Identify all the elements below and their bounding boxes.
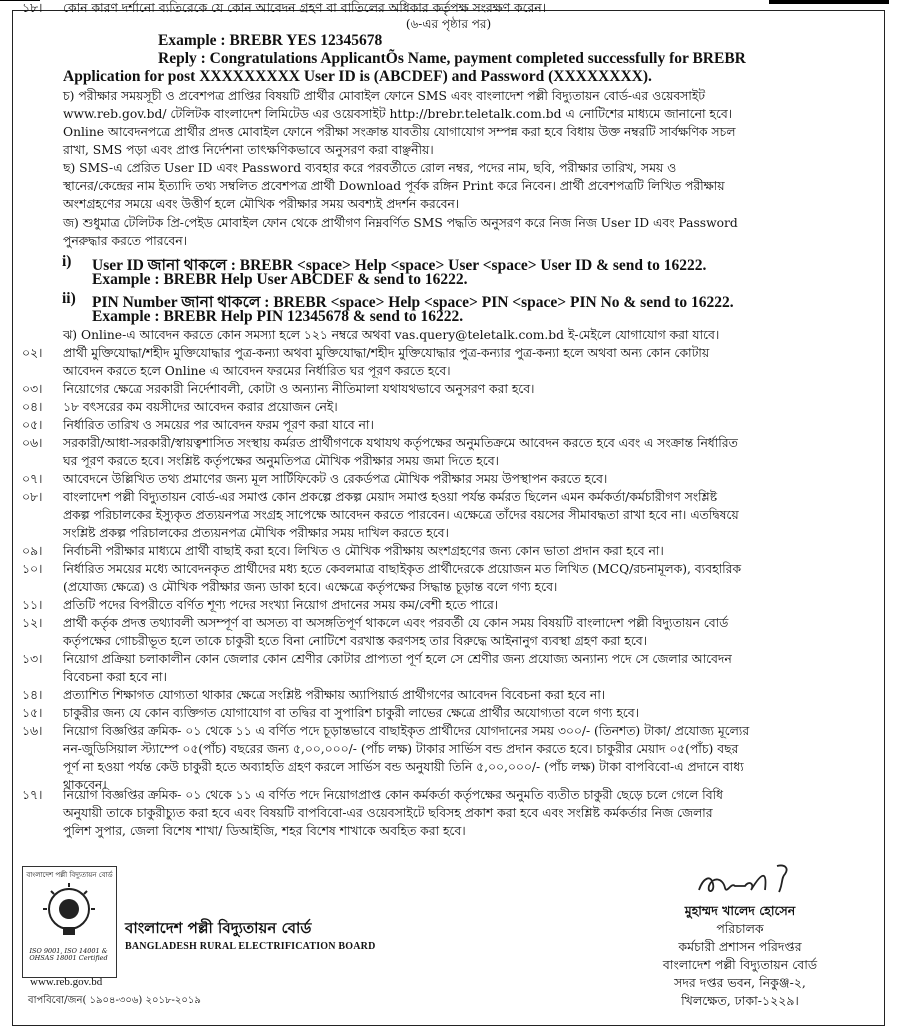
item-text-line: কোন কারণ দর্শানো ব্যতিরেকে যে কোন আবেদন গ্রহণ বা বাতিলের অধিকার কর্তৃপক্ষ সংরক্ষণ করেন। bbox=[63, 1, 547, 15]
signatory-department: কর্মচারী প্রশাসন পরিদপ্তর bbox=[678, 939, 802, 954]
cha-line-3: Online আবেদনপত্রে প্রার্থীর প্রদত্ত মোবাইল ফোনে পরীক্ষা সংক্রান্ত যাবতীয় যোগাযোগ সম্পন্ন করা হবে বিধায় উক্ত নম্বরটি সার্বক্ষণিক সচল bbox=[63, 125, 736, 139]
item-text-line: বাংলাদেশ পল্লী বিদ্যুতায়ন বোর্ড-এর সমাপ্ত কোন প্রকল্পে প্রকল্প মেয়াদ সমাপ্ত হওয়া পর্যন্ত কর্মরত ছিলেন এমন কর্মকর্তা/কর্মচারীগণ সংশ্লিষ্ট bbox=[63, 490, 717, 504]
item-text-line: ঘর পূরণ করতে হবে। সংশ্লিষ্ট কর্তৃপক্ষের অনুমতিপত্র মৌখিক পরীক্ষার সময় জমা দিতে হবে। bbox=[63, 454, 499, 468]
item-number: ০৬। bbox=[22, 436, 43, 450]
bulb-icon bbox=[31, 881, 107, 941]
item-text-line: সরকারী/আধা-সরকারী/স্বায়ত্বশাসিত সংস্থায় কর্মরত প্রার্থীগণকে যথাযথ কর্তৃপক্ষের অনুমতিক্রমে আবেদন করতে হবে এবং এ সংক্রান্ত নির্ধারিত bbox=[63, 436, 738, 450]
item-text-line: নির্ধারিত সময়ের মধ্যে আবেদনকৃত প্রার্থীদের মধ্য হতে কেবলমাত্র বাছাইকৃত প্রার্থীদেরকে প্রয়োজন মত লিখিত (MCQ/রচনামূলক), ব্যবহারিক bbox=[63, 562, 741, 576]
item-number: ০৩। bbox=[22, 382, 43, 396]
item-number: ১১। bbox=[22, 598, 43, 612]
cha-line-2: www.reb.gov.bd/ টেলিটক বাংলাদেশ লিমিটেড এর ওয়েবসাইট http://brebr.teletalk.com.bd এ নোটিশের মাধ্যমে জানানো হবে। bbox=[63, 107, 733, 121]
item-text-line: প্রতিটি পদের বিপরীতে বর্ণিত শূণ্য পদের সংখ্যা নিয়োগ প্রদানের সময় কম/বেশী হতে পারে। bbox=[63, 598, 499, 612]
help-user-id-line: User ID জানা থাকলে : BREBR <space> Help <space> User <space> User ID & send to 16222. bbox=[92, 257, 707, 274]
item-number: ১৪। bbox=[22, 688, 43, 702]
item-text-line: প্রত্যাশিত শিক্ষাগত যোগ্যতা থাকার ক্ষেত্রে সংশ্লিষ্ট পরীক্ষায় অ্যাপিয়ার্ড প্রার্থীগণের আবেদন বিবেচনা করা হবে না। bbox=[63, 688, 606, 702]
chha-line-2: স্থানের/কেন্দ্রের নাম ইত্যাদি তথ্য সম্বলিত প্রবেশপত্র প্রার্থী Download পূর্বক রঙ্গিন Print করে নিবেন। প্রার্থী প্রবেশপত্রটি লিখিত পরীক্ষায় bbox=[63, 179, 725, 193]
help-pin-line: PIN Number জানা থাকলে : BREBR <space> Help <space> PIN <space> PIN No & send to 16222. bbox=[92, 294, 734, 311]
item-text-line: থাকবেন। bbox=[63, 778, 107, 792]
reference-number: বাপবিবো/জন( ১৯০৪-৩০৬) ২০১৮-২০১৯ bbox=[28, 995, 201, 1006]
item-text-line: সংশ্লিষ্ট প্রকল্প পরিচালকের প্রত্যয়নপত্র মৌখিক পরীক্ষার সময় দাখিল করতে হবে। bbox=[63, 526, 449, 540]
reply-line-1: Reply : Congratulations ApplicantÕs Name, payment completed successfully for BREBR bbox=[158, 50, 746, 67]
item-text-line: নিয়োগ প্রক্রিয়া চলাকালীন কোন জেলার কোন শ্রেণীর কোটার প্রাপ্যতা পূর্ণ হলে সে শ্রেণীর জন্য প্রযোজ্য অন্যান্য পদে সে জেলার আবেদন bbox=[63, 652, 732, 666]
page-continuation: (৬-এর পৃষ্ঠার পর) bbox=[405, 17, 492, 31]
item-text-line: নির্বাচনী পরীক্ষার মাধ্যমে প্রার্থী বাছাই করা হবে। লিখিত ও মৌখিক পরীক্ষায় অংশগ্রহণের জন্য কোন ভাতা প্রদান করা হবে না। bbox=[63, 544, 664, 558]
signatory-name: মুহাম্মদ খালেদ হোসেন bbox=[684, 903, 796, 918]
item-text-line: প্রার্থী মুক্তিযোদ্ধা/শহীদ মুক্তিযোদ্ধার পুত্র-কন্যা অথবা মুক্তিযোদ্ধা/শহীদ মুক্তিযোদ্ধার পুত্র-কন্যার পুত্র-কন্যা হলে অথবা অন্য কোন কোটায় bbox=[63, 346, 710, 360]
org-name-english: BANGLADESH RURAL ELECTRIFICATION BOARD bbox=[125, 941, 376, 952]
item-number: ১৮। bbox=[22, 1, 43, 15]
signatory-organization: বাংলাদেশ পল্লী বিদ্যুতায়ন বোর্ড bbox=[662, 957, 818, 972]
item-number: ০৭। bbox=[22, 472, 43, 486]
item-number: ০৮। bbox=[22, 490, 43, 504]
item-number: ১২। bbox=[22, 616, 43, 630]
item-text-line: অনুযায়ী তাকে চাকুরীচ্যুত করা হবে এবং বিষয়টি বাপবিবো-এর ওয়েবসাইটে ছবিসহ প্রকাশ করা হবে এবং সংশ্লিষ্ট কর্মকর্তার নিজ জেলার bbox=[63, 806, 713, 820]
item-number: ১৫। bbox=[22, 706, 43, 720]
item-number: ১০। bbox=[22, 562, 43, 576]
reply-line-2: Application for post XXXXXXXXX User ID is (ABCDEF) and Password (XXXXXXXX). bbox=[63, 68, 652, 85]
help-pin-example: Example : BREBR Help PIN 12345678 & send to 16222. bbox=[92, 308, 464, 325]
item-text-line: নিয়োগ বিজ্ঞপ্তির ক্রমিক- ০১ থেকে ১১ এ বর্ণিত পদে চূড়ান্তভাবে বাছাইকৃত প্রার্থীদের যোগদানের সময় ৩০০/- (তিনশত) টাকা/ প্রযোজ্য মূল্যের bbox=[63, 724, 750, 738]
item-text-line: নিয়োগ বিজ্ঞপ্তির ক্রমিক- ০১ থেকে ১১ এ বর্ণিত পদে নিয়োগপ্রাপ্ত কোন কর্মকর্তা কর্তৃপক্ষের অনুমতি ব্যতীত চাকুরী ছেড়ে চলে গেলে বিধি bbox=[63, 788, 723, 802]
cha-line-4: রাখা, SMS পড়া এবং প্রাপ্ত নির্দেশনা তাৎক্ষণিকভাবে অনুসরণ করা বাঞ্ছনীয়। bbox=[63, 143, 434, 157]
item-number: ১৭। bbox=[22, 788, 43, 802]
item-text-line: প্রার্থী কর্তৃক প্রদত্ত তথ্যাবলী অসম্পূর্ণ বা অসত্য বা অসঙ্গতিপূর্ণ থাকলে এবং পরবর্তী যে কোন সময় বিষয়টি বাংলাদেশ পল্লী বিদ্যুতায়ন বোর্ড bbox=[63, 616, 729, 630]
item-text-line: বিবেচনা করা হবে না। bbox=[63, 670, 167, 684]
iso-certification: ISO 9001, ISO 14001 & OHSAS 18001 Certified bbox=[29, 947, 108, 962]
jha-line: ঝ) Online-এ আবেদন করতে কোন সমস্যা হলে ১২১ নম্বরে অথবা vas.query@teletalk.com.bd ই-মেইলে যোগাযোগ করা যাবে। bbox=[63, 328, 720, 342]
item-text-line: নির্ধারিত তারিখ ও সময়ের পর আবেদন ফরম পূরণ করা যাবে না। bbox=[63, 418, 374, 432]
item-number: ০৫। bbox=[22, 418, 43, 432]
item-text-line: প্রকল্প পরিচালকের ইস্যুকৃত প্রত্যয়নপত্র সংগ্রহ সাপেক্ষে আবেদন করতে পারবেন। এক্ষেত্রে তাঁদের বয়সের সীমাবদ্ধতা রাখা হবে না। এতদ্বিষয়ে bbox=[63, 508, 739, 522]
help-ii-label: ii) bbox=[62, 290, 76, 307]
org-name-bangla: বাংলাদেশ পল্লী বিদ্যুতায়ন বোর্ড bbox=[125, 919, 312, 937]
example-line: Example : BREBR YES 12345678 bbox=[158, 32, 383, 49]
item-text-line: আবেদন করতে হলে Online এ আবেদন ফরমের নির্ধারিত ঘর পূরণ করতে হবে। bbox=[63, 364, 451, 378]
item-text-line: আবেদনে উল্লিখিত তথ্য প্রমাণের জন্য মূল সার্টিফিকেট ও রেকর্ডপত্র মৌখিক পরীক্ষার সময় উপস্থাপন করতে হবে। bbox=[63, 472, 608, 486]
address-line-1: সদর দপ্তর ভবন, নিকুঞ্জ-২, bbox=[674, 975, 806, 990]
item-number: ০৯। bbox=[22, 544, 43, 558]
item-text-line: নিয়োগের ক্ষেত্রে সরকারী নির্দেশাবলী, কোটা ও অন্যান্য নীতিমালা যথাযথভাবে অনুসরণ করা হবে। bbox=[63, 382, 535, 396]
item-number: ০৪। bbox=[22, 400, 43, 414]
chha-line-3: অংশগ্রহণের সময়ে এবং উত্তীর্ণ হলে মৌখিক পরীক্ষার সময় অবশ্যই প্রদর্শন করবেন। bbox=[63, 197, 460, 211]
cha-line-1: চ) পরীক্ষার সময়সূচী ও প্রবেশপত্র প্রাপ্তির বিষয়টি প্রার্থীর মোবাইল ফোনে SMS এবং বাংলাদেশ পল্লী বিদ্যুতায়ন বোর্ড-এর ওয়েবসাইট bbox=[63, 89, 705, 103]
item-text-line: (প্রযোজ্য ক্ষেত্রে) ও মৌখিক পরীক্ষার জন্য ডাকা হবে। এক্ষেত্রে কর্তৃপক্ষের সিদ্ধান্ত চূড়ান্ত বলে গণ্য হবে। bbox=[63, 580, 558, 594]
chha-line-1: ছ) SMS-এ প্রেরিত User ID এবং Password ব্যবহার করে পরবর্তীতে রোল নম্বর, পদের নাম, ছবি, পরীক্ষার তারিখ, সময় ও bbox=[63, 161, 677, 175]
item-text-line: পুলিশ সুপার, জেলা বিশেষ শাখা/ ডিআইজি, শহর বিশেষ শাখাকে অবহিত করা হবে। bbox=[63, 824, 466, 838]
website-url: www.reb.gov.bd bbox=[30, 976, 103, 988]
item-text-line: পূর্ণ না হওয়া পর্যন্ত কেউ চাকুরী হতে অব্যাহতি গ্রহণ করলে সার্ভিস বন্ড অনুযায়ী তিনি ৫,০০,০০০/- (পাঁচ লক্ষ) টাকা বাপবিবো-এ প্রদানে বাধ্য bbox=[63, 760, 744, 774]
ja-line-1: জ) শুধুমাত্র টেলিটক প্রি-পেইড মোবাইল ফোন থেকে প্রার্থীগণ নিম্নবর্ণিত SMS পদ্ধতি অনুসরণ করে নিজ নিজ User ID এবং Password bbox=[63, 216, 738, 230]
item-text-line: নন-জুডিসিয়াল স্ট্যাম্পে ০৫(পাঁচ) বছরের জন্য ৫,০০,০০০/- (পাঁচ লক্ষ) টাকার সার্ভিস বন্ড প্রদান করতে হবে। চাকুরীর মেয়াদ ০৫(পাঁচ) বছর bbox=[63, 742, 739, 756]
help-user-example: Example : BREBR Help User ABCDEF & send to 16222. bbox=[92, 271, 468, 288]
help-i-label: i) bbox=[62, 253, 72, 270]
ja-line-2: পুনরুদ্ধার করতে পারবেন। bbox=[63, 234, 188, 248]
signature bbox=[693, 860, 803, 900]
item-number: ১৩। bbox=[22, 652, 43, 666]
item-text-line: ১৮ বৎসরের কম বয়সীদের আবেদন করার প্রয়োজন নেই। bbox=[63, 400, 338, 414]
signatory-title: পরিচালক bbox=[716, 921, 764, 936]
address-line-2: খিলক্ষেত, ঢাকা-১২২৯। bbox=[681, 993, 799, 1008]
logo-text: বাংলাদেশ পল্লী বিদ্যুতায়ন বোর্ড bbox=[26, 871, 113, 879]
item-number: ১৬। bbox=[22, 724, 43, 738]
item-text-line: চাকুরীর জন্য যে কোন ব্যক্তিগত যোগাযোগ বা তদ্বির বা সুপারিশ চাকুরী লাভের ক্ষেত্রে প্রার্থীর অযোগ্যতা বলে গণ্য হবে। bbox=[63, 706, 639, 720]
item-text-line: কর্তৃপক্ষের গোচরীভূত হলে তাকে চাকুরী হতে বিনা নোটিশে বরখাস্ত করণসহ তার বিরুদ্ধে আইনানুগ ব্যবস্থা গ্রহণ করা হবে। bbox=[63, 634, 647, 648]
item-number: ০২। bbox=[22, 346, 43, 360]
